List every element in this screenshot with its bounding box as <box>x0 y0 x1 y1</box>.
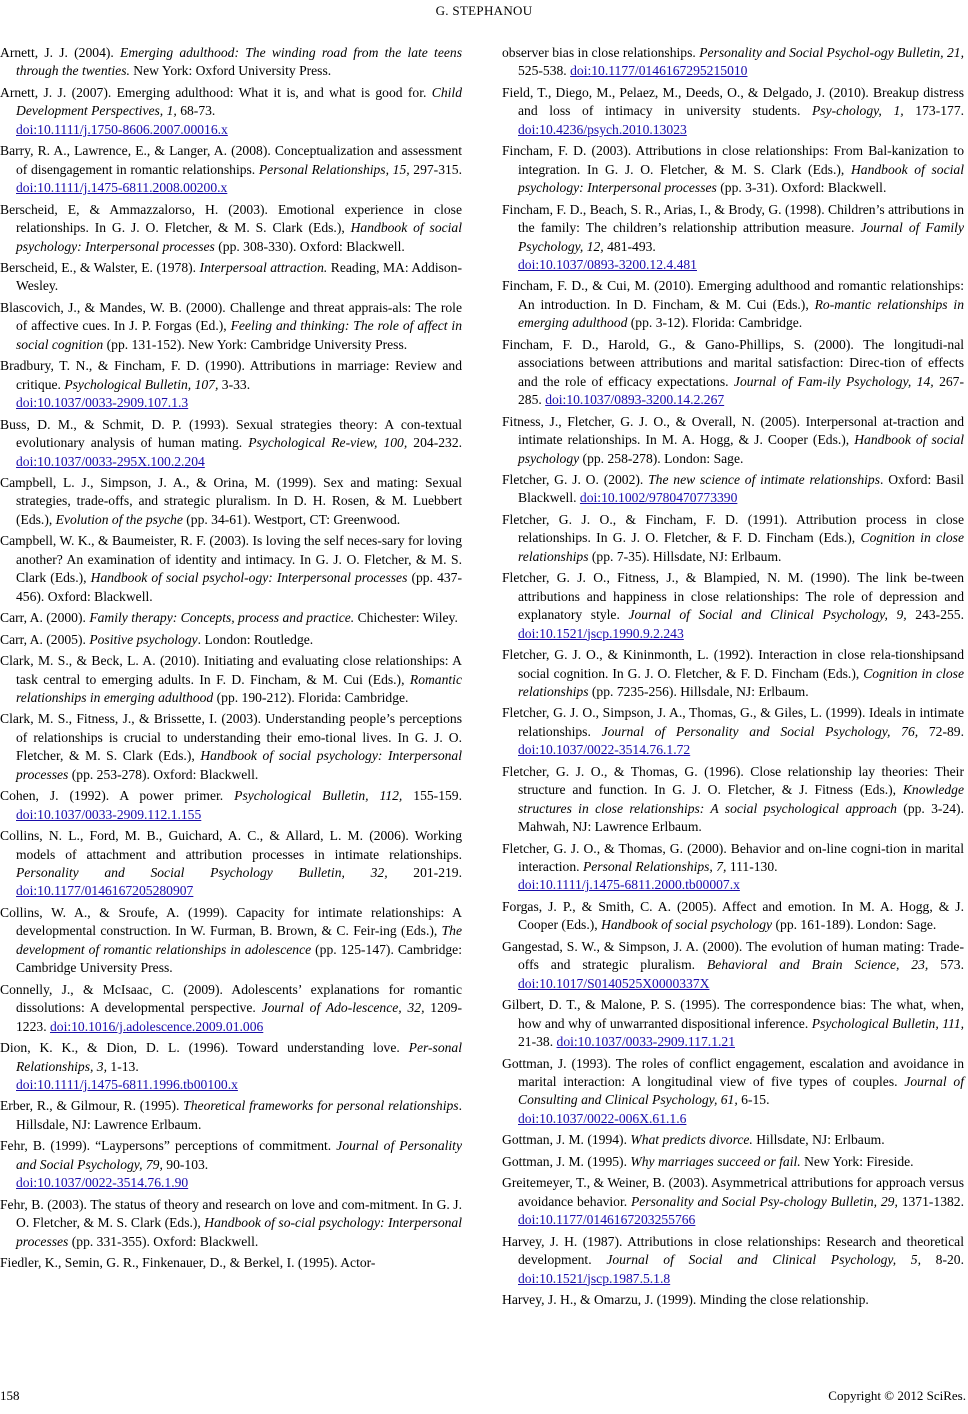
reference-entry <box>0 474 462 529</box>
reference-text: 297-315. <box>409 161 462 177</box>
reference-text: Fletcher, G. J. O., & Thomas, G. (1996). Close relationship lay theories: Their structure and function. In G. J. O. Fletcher, & J. Fitness (Eds.), <box>502 763 964 798</box>
reference-entry <box>502 201 964 275</box>
reference-text: Gottman, J. M. (1994). <box>502 1132 631 1148</box>
doi-link[interactable]: doi:10.1016/j.adolescence.2009.01.006 <box>49 1018 264 1034</box>
reference-source-title: Personal Relationships, 7, <box>582 859 727 875</box>
reference-source-title: Handbook of social psychology <box>518 432 964 466</box>
reference-source-title: Family therapy: Concepts, process and practice. <box>89 610 355 626</box>
reference-entry <box>502 471 964 508</box>
reference-source-title: Cognition in close relationships <box>518 530 964 564</box>
reference-text: 201-219. <box>387 865 462 881</box>
reference-text: Fehr, B. (1999). “Laypersons” perceptions of commitment. <box>0 1138 337 1154</box>
reference-source-title: The new science of intimate relationships <box>648 471 880 487</box>
reference-text: (pp. 3-31). Oxford: Blackwell. <box>716 180 887 196</box>
doi-link[interactable]: doi:10.1177/0146167205280907 <box>16 883 194 899</box>
reference-entry <box>502 1233 964 1288</box>
reference-entry <box>0 981 462 1036</box>
reference-text: 204-232. <box>407 435 463 451</box>
reference-entry <box>502 1055 964 1129</box>
reference-source-title: Feeling and thinking: The role of affect in social cognition <box>16 318 463 352</box>
reference-source-title: Journal of Ado-lescence, 32, <box>261 1000 425 1016</box>
reference-text: Gilbert, D. T., & Malone, P. S. (1995). The correspondence bias: The what, when, how and why of unwarranted dispositional inference. <box>502 997 964 1031</box>
reference-source-title: Per-sonal Relationships, 3, <box>16 1040 462 1074</box>
reference-source-title: Handbook of social psychol-ogy: Interpersonal processes <box>90 570 408 586</box>
reference-entry <box>0 84 462 139</box>
reference-entry <box>502 336 964 410</box>
reference-text: 481-493. <box>603 238 656 254</box>
reference-text: Blascovich, J., & Mandes, W. B. (2000). Challenge and threat apprais-als: The role of affective cues. In J. P. Forgas (Ed.), <box>0 299 462 334</box>
reference-text: Fletcher, G. J. O. (2002). <box>502 471 649 487</box>
reference-text: 68-73. <box>176 103 216 119</box>
reference-entry <box>0 1039 462 1094</box>
doi-link[interactable]: doi:10.1002/9780470773390 <box>579 490 738 506</box>
reference-text: Field, T., Diego, M., Pelaez, M., Deeds, O., & Delgado, J. (2010). Breakup distress and loss of intimacy in university students. <box>502 84 964 119</box>
reference-text: Buss, D. M., & Schmit, D. P. (1993). Sexual strategies theory: A con-textual evolutionary analysis of human mating. <box>0 416 462 451</box>
reference-entry <box>0 904 462 978</box>
doi-link[interactable]: doi:10.1111/j.1475-6811.1996.tb00100.x <box>16 1077 238 1093</box>
reference-text: Gangestad, S. W., & Simpson, J. A. (2000). The evolution of human mating: Trade-offs and strategic pluralism. <box>502 938 964 973</box>
reference-text: (pp. 190-212). Florida: Cambridge. <box>213 689 409 705</box>
reference-source-title: Emerging adulthood: The winding road from the late teens through the twenties. <box>16 45 462 79</box>
doi-link[interactable]: doi:10.1037/0893-3200.12.4.481 <box>518 256 697 272</box>
reference-text: Arnett, J. J. (2007). Emerging adulthood: What it is, and what is good for. <box>0 84 432 100</box>
reference-text: 21-38. <box>518 1034 557 1050</box>
reference-text: Fincham, F. D., & Cui, M. (2010). Emerging adulthood and romantic relationships: An introduction. In D. Fincham, & M. Cui (Eds.), <box>502 278 964 312</box>
reference-entry <box>502 1291 964 1309</box>
reference-source-title: Child Development Perspectives, 1, <box>16 84 462 119</box>
reference-text: Fincham, F. D., Harold, G., & Gano-Phillips, S. (2000). The longitudi-nal associations between attributions and marital satisfaction: Direc-tion of effects and the role of efficacy expectations. <box>502 336 964 389</box>
reference-text: 173-177. <box>903 103 965 119</box>
reference-text: Connelly, J., & McIsaac, C. (2009). Adolescents’ explanations for romantic dissolutions: A developmental perspective. <box>0 981 462 1016</box>
reference-text: New York: Oxford University Press. <box>129 63 332 79</box>
reference-text: (pp. 253-278). Oxford: Blackwell. <box>68 766 259 782</box>
reference-entry <box>502 44 964 81</box>
reference-text: Fincham, F. D., Beach, S. R., Arias, I., & Brody, G. (1998). Children’s attributions in the family: The children’s relationship attribution measure. <box>502 201 964 236</box>
reference-entry <box>502 938 964 993</box>
reference-text: Gottman, J. M. (1995). <box>502 1153 631 1169</box>
reference-entry <box>0 827 462 901</box>
reference-source-title: Personal Relationships, 15, <box>258 161 410 177</box>
reference-entry <box>0 710 462 784</box>
references-right-column <box>502 44 964 1312</box>
reference-source-title: Journal of Personality and Social Psychology, 76, <box>601 723 919 739</box>
reference-text: Collins, W. A., & Sroufe, A. (1999). Capacity for intimate relationships: A developmental construction. In W. Furman, B. Brown, & C. Feir-ing (Eds.), <box>0 904 462 939</box>
reference-source-title: What predicts divorce. <box>630 1132 753 1148</box>
reference-text: Hillsdate, NJ: Erlbaum. <box>752 1132 885 1148</box>
doi-link[interactable]: doi:10.1177/0146167295215010 <box>570 63 748 79</box>
reference-text: Fletcher, G. J. O., & Kininmonth, L. (1992). Interaction in close rela-tionshipsand social cognition. In G. J. O. Fletcher, & F. D. Fincham (Eds.), <box>502 647 964 681</box>
reference-entry <box>0 1097 462 1134</box>
reference-entry <box>502 1131 964 1149</box>
reference-text: Greitemeyer, T., & Weiner, B. (2003). Asymmetrical attributions for approach versus avoidance behavior. <box>502 1175 964 1209</box>
reference-entry <box>0 1254 462 1272</box>
reference-source-title: Journal of Social and Clinical Psychology, 9, <box>628 607 907 623</box>
reference-text: 6-15. <box>737 1092 770 1108</box>
reference-text: (pp. 258-278). London: Sage. <box>579 450 744 466</box>
reference-text: (pp. 308-330). Oxford: Blackwell. <box>214 238 405 254</box>
reference-text: Carr, A. (2000). <box>0 610 90 626</box>
doi-link[interactable]: doi:10.1111/j.1475-6811.2000.tb00007.x <box>518 877 740 893</box>
reference-source-title: Romantic relationships in emerging adulthood <box>16 671 462 705</box>
reference-entry <box>502 1153 964 1171</box>
reference-text: Campbell, L. J., Simpson, J. A., & Orina, M. (1999). Sex and mating: Sexual strategies, trade-offs, and strategic pluralism. In D. H. Rosen, & M. Luebbert (Eds.), <box>0 474 462 527</box>
reference-text: (pp. 131-152). New York: Cambridge University Press. <box>103 336 408 352</box>
doi-link[interactable]: doi:10.1111/j.1475-6811.2008.00200.x <box>16 180 228 196</box>
reference-source-title: Personality and Social Psychol-ogy Bulletin, 21, <box>699 45 964 60</box>
reference-text: Forgas, J. P., & Smith, C. A. (2005). Affect and emotion. In M. A. Hogg, & J. Cooper (Eds.), <box>502 898 964 933</box>
reference-text: Harvey, J. H., & Omarzu, J. (1999). Minding the close relationship. <box>502 1292 869 1307</box>
doi-link[interactable]: doi:10.4236/psych.2010.13023 <box>518 121 687 137</box>
reference-source-title: Journal of Social and Clinical Psychology, 5, <box>606 1252 921 1268</box>
reference-entry <box>0 787 462 824</box>
doi-link[interactable]: doi:10.1037/0033-2909.107.1.3 <box>16 395 189 411</box>
reference-entry <box>502 413 964 468</box>
reference-entry <box>502 1174 964 1229</box>
reference-entry <box>502 84 964 139</box>
doi-link[interactable]: doi:10.1521/jscp.1987.5.1.8 <box>518 1270 671 1286</box>
reference-text: 1371-1382. <box>897 1193 964 1209</box>
reference-text: Fehr, B. (2003). The status of theory and research on love and com-mitment. In G. J. O. Fletcher, & M. S. Clark (Eds.), <box>0 1196 462 1231</box>
reference-source-title: Theoretical frameworks for personal relationships <box>183 1098 459 1114</box>
reference-entry <box>502 704 964 759</box>
reference-entry <box>0 142 462 197</box>
reference-source-title: Psychological Bulletin, 111, <box>811 1015 965 1031</box>
reference-text: . Hillsdale, NJ: Lawrence Erlbaum. <box>16 1098 462 1132</box>
reference-entry <box>0 357 462 412</box>
reference-text: Gottman, J. (1993). The roles of conflict engagement, escalation and avoidance in marital interaction: A longitudinal view of five types of couples. <box>502 1055 964 1090</box>
reference-source-title: Personality and Social Psy-chology Bulletin, 29, <box>631 1193 898 1209</box>
reference-text: 90-103. <box>162 1156 209 1172</box>
reference-text: (pp. 437-456). Oxford: Blackwell. <box>16 570 462 604</box>
reference-source-title: Behavioral and Brain Science, 23, <box>706 957 929 973</box>
reference-source-title: Journal of Fam-ily Psychology, 14, <box>733 373 934 389</box>
reference-entry <box>0 609 462 627</box>
reference-text: Fiedler, K., Semin, G. R., Finkenauer, D., & Berkel, I. (1995). Actor- <box>0 1255 376 1271</box>
reference-text: Barry, R. A., Lawrence, E., & Langer, A. (2008). Conceptualization and assessment of disengagement in romantic relationships. <box>0 143 462 177</box>
reference-source-title: Journal of Family Psychology, 12, <box>518 220 964 254</box>
reference-source-title: Positive psychology <box>89 631 198 647</box>
reference-source-title: The development of romantic relationships in adolescence <box>16 923 462 957</box>
doi-link[interactable]: doi:10.1037/0022-006X.61.1.6 <box>518 1110 687 1126</box>
copyright-notice: Copyright © 2012 SciRes. <box>828 1388 966 1403</box>
reference-text: Fitness, J., Fletcher, G. J. O., & Overall, N. (2005). Interpersonal at-traction and intimate relationships. In M. A. Hogg, & J. Cooper (Eds.), <box>502 413 964 448</box>
reference-text: 525-538. <box>518 63 571 79</box>
reference-text: (pp. 7235-256). Hillsdale, NJ: Erlbaum. <box>588 683 809 699</box>
reference-source-title: Handbook of social psychology: Interpersonal processes <box>16 220 463 254</box>
reference-source-title: Journal of Personality and Social Psychology, 79, <box>16 1138 462 1172</box>
doi-link[interactable]: doi:10.1037/0033-295X.100.2.204 <box>16 453 205 469</box>
reference-text: Clark, M. S., Fitness, J., & Brissette, I. (2003). Understanding people’s perceptions of relationships is crucial to understanding their emo-tional lives. In G. J. O. Fletcher, & M. S. Clark (Eds.), <box>0 711 462 764</box>
reference-text: 111-130. <box>726 859 778 875</box>
reference-text: Harvey, J. H. (1987). Attributions in close relationships: Research and theoretical development. <box>502 1233 964 1268</box>
reference-entry <box>0 299 462 354</box>
references-left-column <box>0 44 462 1276</box>
reference-source-title: Psychological Bulletin, 107, <box>64 376 219 392</box>
reference-source-title: Handbook of social psychology: Interpersonal processes <box>16 748 462 782</box>
reference-text: Chichester: Wiley. <box>354 610 458 626</box>
reference-text: (pp. 125-147). Cambridge: Cambridge University Press. <box>16 941 462 976</box>
doi-link[interactable]: doi:10.1037/0893-3200.14.2.267 <box>545 392 725 408</box>
reference-entry <box>502 840 964 895</box>
doi-link[interactable]: doi:10.1037/0022-3514.76.1.72 <box>518 742 691 758</box>
reference-text: Clark, M. S., & Beck, L. A. (2010). Initiating and evaluating close relationships: A task central to emerging adults. In F. D. Fincham, & M. Cui (Eds.), <box>0 653 462 687</box>
reference-entry <box>502 569 964 643</box>
reference-source-title: Psy-chology, 1, <box>812 103 904 119</box>
reference-source-title: Handbook of so-cial psychology: Interpersonal processes <box>16 1215 462 1249</box>
reference-source-title: Personality and Social Psychology Bulletin, 32, <box>16 865 388 881</box>
reference-text: . Oxford: Basil Blackwell. <box>518 471 964 506</box>
reference-source-title: Evolution of the psyche <box>55 511 183 527</box>
reference-entry <box>0 259 462 296</box>
reference-text: Fletcher, G. J. O., & Fincham, F. D. (1991). Attribution process in close relationships. In G. J. O. Fletcher, & F. D. Fincham (Eds.), <box>502 511 964 546</box>
reference-text: Fincham, F. D. (2003). Attributions in close relationships: From Bal-kanization to integration. In G. J. O. Fletcher, & M. S. Clark (Eds.), <box>502 143 964 177</box>
reference-entry <box>502 996 964 1051</box>
reference-entry <box>0 631 462 649</box>
reference-source-title: Knowledge structures in close relationships: A social psychological approach <box>518 782 964 816</box>
reference-source-title: Interpersoal attraction. <box>199 259 328 275</box>
reference-source-title: Psychological Re-view, 100, <box>248 435 408 451</box>
reference-text: New York: Fireside. <box>800 1153 914 1169</box>
reference-entry <box>502 646 964 701</box>
reference-text: . London: Routledge. <box>197 631 314 647</box>
reference-text: Reading, MA: Addison-Wesley. <box>16 259 463 294</box>
reference-source-title: Ro-mantic relationships in emerging adulthood <box>518 296 964 331</box>
reference-entry <box>502 898 964 935</box>
reference-text: (pp. 331-355). Oxford: Blackwell. <box>68 1233 259 1249</box>
reference-text: 72-89. <box>918 723 964 739</box>
reference-entry <box>502 763 964 837</box>
reference-source-title: Cognition in close relationships <box>518 665 964 699</box>
reference-text: Collins, N. L., Ford, M. B., Guichard, A. C., & Allard, L. M. (2006). Working models of attachment and attribution processes in intimate relationships. <box>0 828 462 862</box>
reference-source-title: Handbook of social psychology: Interpersonal processes <box>518 161 964 196</box>
reference-text: Berscheid, E., & Walster, E. (1978). <box>0 259 200 275</box>
reference-text: Carr, A. (2005). <box>0 631 90 647</box>
doi-link[interactable]: doi:10.1037/0033-2909.112.1.155 <box>16 806 202 822</box>
reference-text: Fletcher, G. J. O., Fitness, J., & Blampied, N. M. (1990). The link be-tween attributions and happiness in close relationships: The role of depression and explanatory style. <box>502 570 964 623</box>
reference-text: 3-33. <box>218 376 251 392</box>
reference-text: Dion, K. K., & Dion, D. L. (1996). Toward understanding love. <box>0 1040 409 1056</box>
reference-text: 155-159. <box>402 788 462 804</box>
doi-link[interactable]: doi:10.1521/jscp.1990.9.2.243 <box>518 625 684 641</box>
reference-text: Fletcher, G. J. O., Simpson, J. A., Thomas, G., & Giles, L. (1999). Ideals in intimate relationships. <box>502 705 964 739</box>
reference-text: 243-255. <box>906 607 964 623</box>
reference-entry <box>0 1196 462 1251</box>
reference-text: Fletcher, G. J. O., & Thomas, G. (2000). Behavior and on-line cogni-tion in marital interaction. <box>502 840 964 875</box>
reference-text: Campbell, W. K., & Baumeister, R. F. (2003). Is loving the self neces-sary for loving another? An examination of identity and intimacy. In G. J. O. Fletcher, & M. S. Clark (Eds.), <box>0 533 462 586</box>
reference-text: (pp. 7-35). Hillsdate, NJ: Erlbaum. <box>588 548 782 564</box>
reference-text: 573. <box>928 957 964 973</box>
reference-entry <box>502 142 964 197</box>
reference-text: Arnett, J. J. (2004). <box>0 45 121 60</box>
reference-text: observer bias in close relationships. <box>502 45 700 60</box>
reference-entry <box>0 1137 462 1192</box>
reference-source-title: Handbook of social psychology <box>601 917 773 933</box>
reference-text: 267-285. <box>518 373 964 408</box>
doi-link[interactable]: doi:10.1177/0146167203255766 <box>518 1212 696 1228</box>
reference-entry <box>502 277 964 332</box>
reference-text: 1-13. <box>107 1058 139 1074</box>
doi-link[interactable]: doi:10.1037/0022-3514.76.1.90 <box>16 1175 189 1191</box>
reference-text: Erber, R., & Gilmour, R. (1995). <box>0 1098 184 1114</box>
reference-entry <box>0 416 462 471</box>
doi-link[interactable]: doi:10.1017/S0140525X0000337X <box>518 975 710 991</box>
reference-text: Bradbury, T. N., & Fincham, F. D. (1990). Attributions in marriage: Review and critique. <box>0 358 462 392</box>
reference-text: (pp. 3-12). Florida: Cambridge. <box>627 315 803 331</box>
reference-text: Berscheid, E, & Ammazzalorso, H. (2003). Emotional experience in close relationships. In G. J. O. Fletcher, & M. S. Clark (Eds.), <box>0 201 462 236</box>
page-footer <box>0 1388 968 1408</box>
reference-source-title: Journal of Consulting and Clinical Psychology, 61, <box>518 1074 964 1108</box>
reference-text: Cohen, J. (1992). A power primer. <box>0 788 235 804</box>
doi-link[interactable]: doi:10.1037/0033-2909.117.1.21 <box>556 1034 735 1050</box>
reference-source-title: Why marriages succeed or fail. <box>630 1153 801 1169</box>
reference-source-title: Psychological Bulletin, 112, <box>234 788 403 804</box>
reference-entry <box>502 511 964 566</box>
reference-text: (pp. 161-189). London: Sage. <box>772 917 937 933</box>
reference-text: (pp. 34-61). Westport, CT: Greenwood. <box>182 511 401 527</box>
reference-entry <box>0 44 462 81</box>
reference-text: 1209-1223. <box>16 1000 462 1034</box>
reference-text: (pp. 3-24). Mahwah, NJ: Lawrence Erlbaum. <box>518 800 964 835</box>
reference-entry <box>0 532 462 606</box>
reference-entry <box>0 652 462 707</box>
running-header: G. STEPHANOU <box>435 3 533 18</box>
page-number: 158 <box>0 1388 20 1403</box>
reference-entry <box>0 201 462 256</box>
doi-link[interactable]: doi:10.1111/j.1750-8606.2007.00016.x <box>16 121 228 137</box>
reference-text: 8-20. <box>920 1252 964 1268</box>
